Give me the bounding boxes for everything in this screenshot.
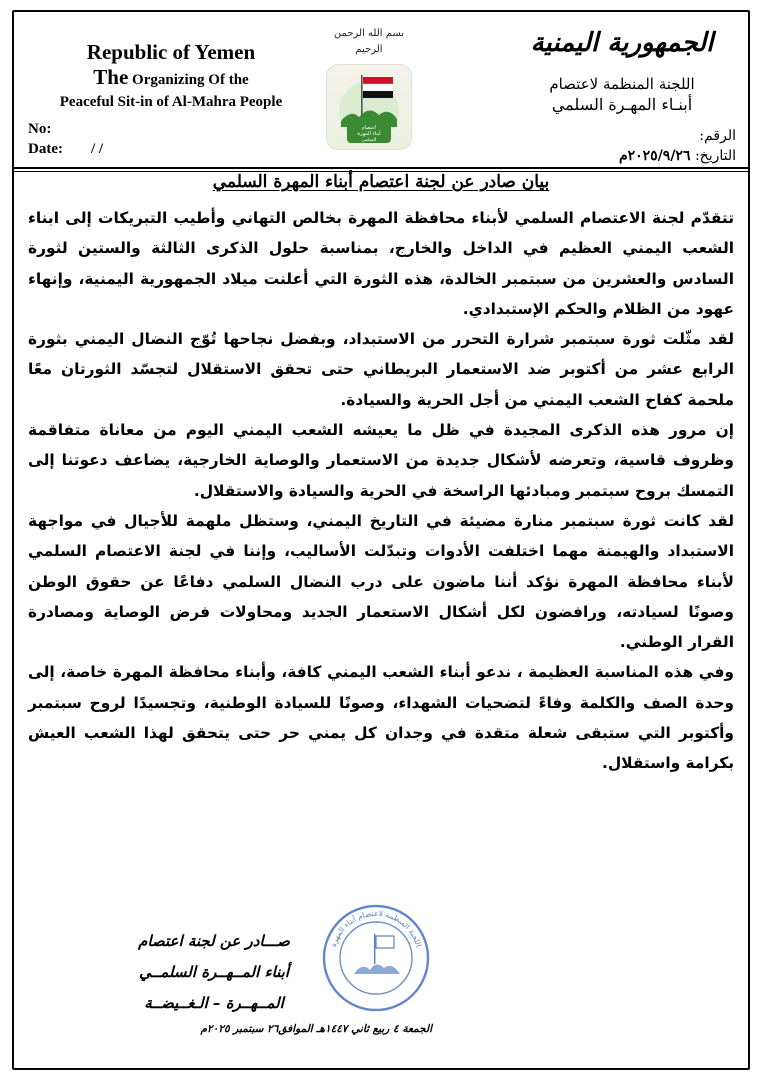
paragraph: لقد مثّلت ثورة سبتمبر شرارة التحرر من الاستبداد، وبفضل نجاحها تُوّج النضال اليمني بثورة الرابع عشر من أكتوبر ضد الاستعمار البريطاني حتى تحقق الاستقلال لتجسّد الثورتان معًا ملحمة كفاح الشعب اليمني من أجل الحرية والسيادة. [28, 330, 734, 409]
republic-title-ar: الجمهورية اليمنية [530, 28, 714, 58]
logo-graphic [327, 65, 411, 149]
number-label-ar: الرقم: [699, 128, 736, 144]
flag-white-band [363, 84, 393, 91]
logo-block [326, 26, 412, 150]
footer-date: الجمعة ٤ ربيع ثاني ١٤٤٧هـ الموافق٢٦ سبتمبر ٢٠٢٥م [200, 1023, 432, 1035]
republic-title-en: Republic of Yemen [86, 40, 256, 64]
flag-red-band [363, 77, 393, 84]
date-label-ar: التاريخ: [694, 148, 736, 164]
date-row-en [28, 139, 103, 159]
stamp-ring-text: اللجنة المنظمة لاعتصام أبناء المهرة [328, 908, 424, 948]
paragraph: لقد كانت ثورة سبتمبر منارة مضيئة في التاريخ اليمني، وستظل ملهمة للأجيال في مواجهة الاستبداد والهيمنة مهما اختلفت الأدوات وتبدّلت الأساليب، وإننا في لجنة الاعتصام السلمي لأبناء محافظة المهرة نؤكد أننا ماضون على درب النضال السلمي دفاعًا عن حقوق الوطن وصونًا لسيادته، ورافضون لكل أشكال الاستعمار الجديد ومحاولات فرض الوصاية ومصادرة القرار الوطني. [28, 511, 734, 652]
official-stamp [316, 898, 436, 1016]
signature-line-1: صـــادر عن لجنة اعتصام [138, 932, 290, 950]
stamp-flag-pole [374, 934, 375, 964]
organizing-title-the: The [93, 65, 129, 89]
signature-block [114, 926, 314, 1019]
committee-title-ar-1: اللجنة المنظمة لاعتصام [549, 75, 695, 93]
signature-line-2: أبناء المــهــرة السلمــي [138, 963, 290, 981]
statement-title [0, 172, 762, 192]
sitin-title-en: Peaceful Sit-in of Al-Mahra People [59, 94, 283, 110]
paragraph: إن مرور هذه الذكرى المجيدة في ظل ما يعيشه الشعب اليمني اليوم من معاناة متفاقمة وظروف قاسية، وتعرضه لأشكال جديدة من الاستعمار والوصاية الخارجية، يضاعف دعوتنا إلى التمسك بروح سبتمبر ومبادئها الراسخة في الحرية والسيادة والاستقلال. [28, 421, 734, 500]
meta-arabic [619, 126, 736, 166]
signature-line-3: المــهــرة – الـغــيضــة [144, 994, 284, 1012]
date-value-ar: ٢٠٢٥/٩/٢٦م [618, 148, 691, 164]
logo-text-line3: السلمي [361, 138, 377, 143]
paragraph: وفي هذه المناسبة العظيمة ، ندعو أبناء الشعب اليمني كافة، وأبناء محافظة المهرة خاصة، إلى وحدة الصف والكلمة وفاءً لتضحيات الشهداء، وصونًا للسيادة الوطنية، وتجسيدًا لروح سبتمبر وأكتوبر التي ستبقى شعلة متقدة في وجدان كل يمني حر حتى يتحقق لهذا الشعب العيش بكرامة واستقلال. [28, 663, 734, 773]
date-slashes-en: / / [90, 141, 104, 157]
stamp-graphic [316, 898, 436, 1016]
basmala-calligraphy: بسم الله الرحمن الرحيم [333, 28, 405, 55]
paragraph: تتقدّم لجنة الاعتصام السلمي لأبناء محافظة المهرة بخالص التهاني وأطيب التبريكات إلى ابناء الشعب اليمني العظيم في الداخل والخارج، بمناسبة حلول الذكرى الثالثة والستين لثورة السادس والعشرين من سبتمبر الخالدة، هذه الثورة التي أعلنت ميلاد الجمهورية اليمنية، وإنهاء عهود من الظلام والحكم الإستبدادي. [28, 209, 734, 318]
organizing-title-en [26, 65, 316, 92]
header-arabic [506, 26, 738, 116]
header-english [26, 40, 316, 112]
flag-black-band [363, 91, 393, 98]
committee-logo [326, 64, 412, 150]
meta-english [28, 119, 103, 159]
statement-body [28, 203, 734, 779]
committee-title-ar-2: أبنـاء المهـرة السلمي [551, 95, 693, 114]
date-row-ar [619, 146, 736, 166]
statement-title-text: بيان صادر عن لجنة اعتصام أبناء المهرة السلمي [212, 172, 550, 192]
logo-text-line1: اعتصام [361, 125, 377, 131]
stamp-crowd [354, 964, 400, 974]
logo-text-line2: أبناء المهرة [357, 131, 381, 137]
stamp-flag [376, 936, 394, 948]
stamp-inner-ring [340, 922, 412, 994]
flag-pole [361, 75, 363, 115]
organizing-title-rest: Organizing Of the [128, 72, 249, 88]
number-label-en: No: [28, 121, 52, 137]
header-divider-top [12, 167, 750, 169]
date-label-en: Date: [28, 141, 63, 157]
